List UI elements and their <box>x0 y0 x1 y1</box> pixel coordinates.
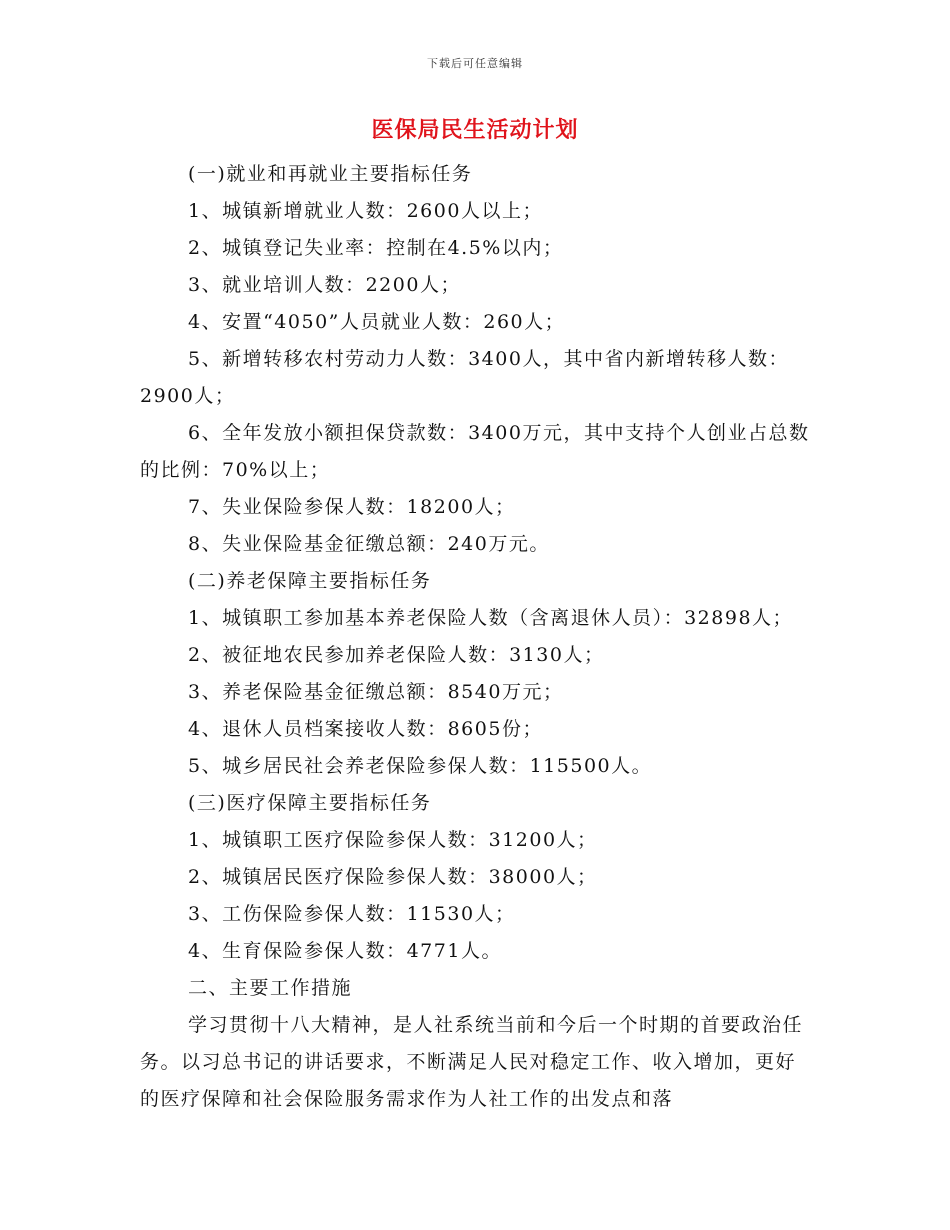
list-item: 7、失业保险参保人数：18200人； <box>188 496 516 518</box>
list-item: 2、城镇居民医疗保险参保人数：38000人； <box>188 866 598 888</box>
list-item: 1、城镇新增就业人数：2600人以上； <box>188 200 543 222</box>
document-body <box>140 156 812 1118</box>
list-item: 6、全年发放小额担保贷款数：3400万元，其中支持个人创业占总数的比例：70%以上； <box>140 422 810 481</box>
list-item: 2、被征地农民参加养老保险人数：3130人； <box>188 644 605 666</box>
list-item: 3、就业培训人数：2200人； <box>188 274 461 296</box>
list-item: 4、安置“4050”人员就业人数：260人； <box>188 311 566 333</box>
section-heading-measures: 二、主要工作措施 <box>188 977 353 999</box>
page-header-note: 下载后可任意编辑 <box>427 57 523 70</box>
list-item: 5、城乡居民社会养老保险参保人数：115500人。 <box>188 755 653 777</box>
list-item: 2、城镇登记失业率：控制在4.5%以内； <box>188 237 564 259</box>
list-item: 5、新增转移农村劳动力人数：3400人，其中省内新增转移人数：2900人； <box>140 348 789 407</box>
document-title: 医保局民生活动计划 <box>371 118 579 143</box>
body-paragraph: 学习贯彻十八大精神，是人社系统当前和今后一个时期的首要政治任务。以习总书记的讲话要求，不断满足人民对稳定工作、收入增加，更好的医疗保障和社会保险服务需求作为人社工作的出发点和落 <box>140 1014 804 1110</box>
list-item: 1、城镇职工参加基本养老保险人数（含离退休人员）：32898人； <box>188 607 794 629</box>
list-item: 4、生育保险参保人数：4771人。 <box>188 940 502 962</box>
list-item: 3、养老保险基金征缴总额：8540万元； <box>188 681 564 703</box>
list-item: 1、城镇职工医疗保险参保人数：31200人； <box>188 829 598 851</box>
section-heading-employment: (一)就业和再就业主要指标任务 <box>188 163 473 185</box>
list-item: 4、退休人员档案接收人数：8605份； <box>188 718 543 740</box>
list-item: 3、工伤保险参保人数：11530人； <box>188 903 516 925</box>
list-item: 8、失业保险基金征缴总额：240万元。 <box>188 533 550 555</box>
section-heading-medical: (三)医疗保障主要指标任务 <box>188 792 432 814</box>
section-heading-pension: (二)养老保障主要指标任务 <box>188 570 432 592</box>
